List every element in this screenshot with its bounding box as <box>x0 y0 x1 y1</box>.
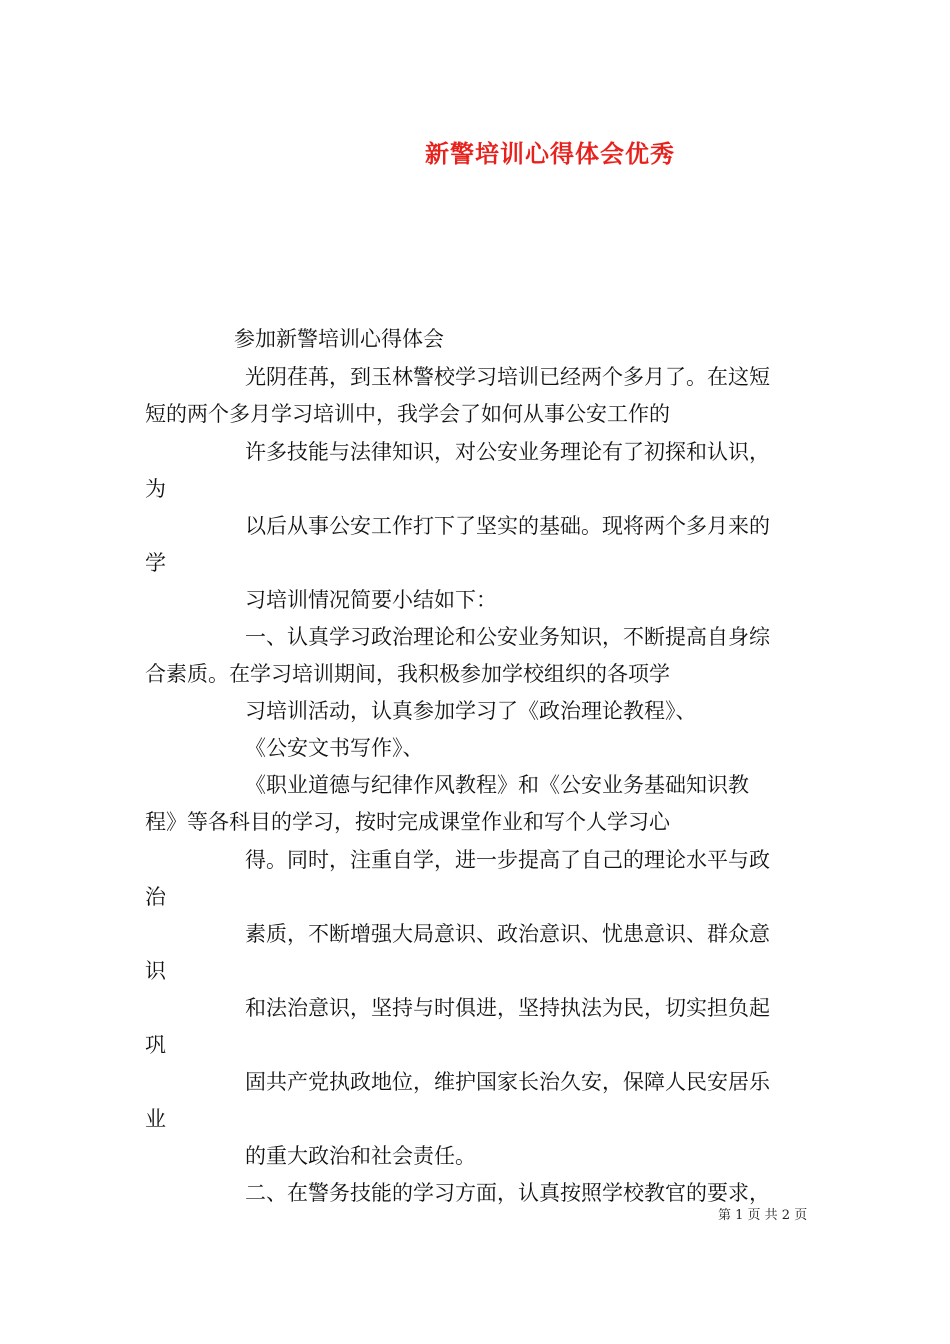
body-line: 素质，不断增强大局意识、政治意识、忧患意识、群众意 <box>245 922 770 946</box>
body-line: 巩 <box>145 1033 166 1057</box>
body-line: 短的两个多月学习培训中，我学会了如何从事公安工作的 <box>145 402 670 426</box>
body-line: 为 <box>145 477 166 501</box>
body-line: 治 <box>145 885 166 909</box>
body-line: 业 <box>145 1107 166 1131</box>
body-line: 习培训活动，认真参加学习了《政治理论教程》、 <box>245 699 697 723</box>
body-line: 得。同时，注重自学，进一步提高了自己的理论水平与政 <box>245 848 770 872</box>
body-line: 识 <box>145 959 166 983</box>
body-line: 一、认真学习政治理论和公安业务知识，不断提高自身综 <box>245 625 770 649</box>
body-line: 许多技能与法律知识，对公安业务理论有了初探和认识， <box>245 440 770 464</box>
body-line: 《职业道德与纪律作风教程》和《公安业务基础知识教 <box>245 773 749 797</box>
page-number: 第 1 页 共 2 页 <box>718 1208 808 1223</box>
document-title: 新警培训心得体会优秀 <box>425 139 675 168</box>
body-line: 二、在警务技能的学习方面，认真按照学校教官的要求， <box>245 1181 770 1205</box>
body-line: 合素质。在学习培训期间，我积极参加学校组织的各项学 <box>145 662 670 686</box>
body-line: 习培训情况简要小结如下： <box>245 588 497 612</box>
body-line: 程》等各科目的学习，按时完成课堂作业和写个人学习心 <box>145 810 670 834</box>
body-line: 参加新警培训心得体会 <box>234 327 444 351</box>
body-line: 光阴荏苒，到玉林警校学习培训已经两个多月了。在这短 <box>245 365 770 389</box>
body-line: 《公安文书写作》、 <box>245 736 424 760</box>
body-line: 学 <box>145 551 166 575</box>
body-line: 以后从事公安工作打下了坚实的基础。现将两个多月来的 <box>245 514 770 538</box>
body-line: 的重大政治和社会责任。 <box>245 1144 476 1168</box>
body-line: 和法治意识，坚持与时俱进，坚持执法为民，切实担负起 <box>245 996 770 1020</box>
body-line: 固共产党执政地位，维护国家长治久安，保障人民安居乐 <box>245 1070 770 1094</box>
